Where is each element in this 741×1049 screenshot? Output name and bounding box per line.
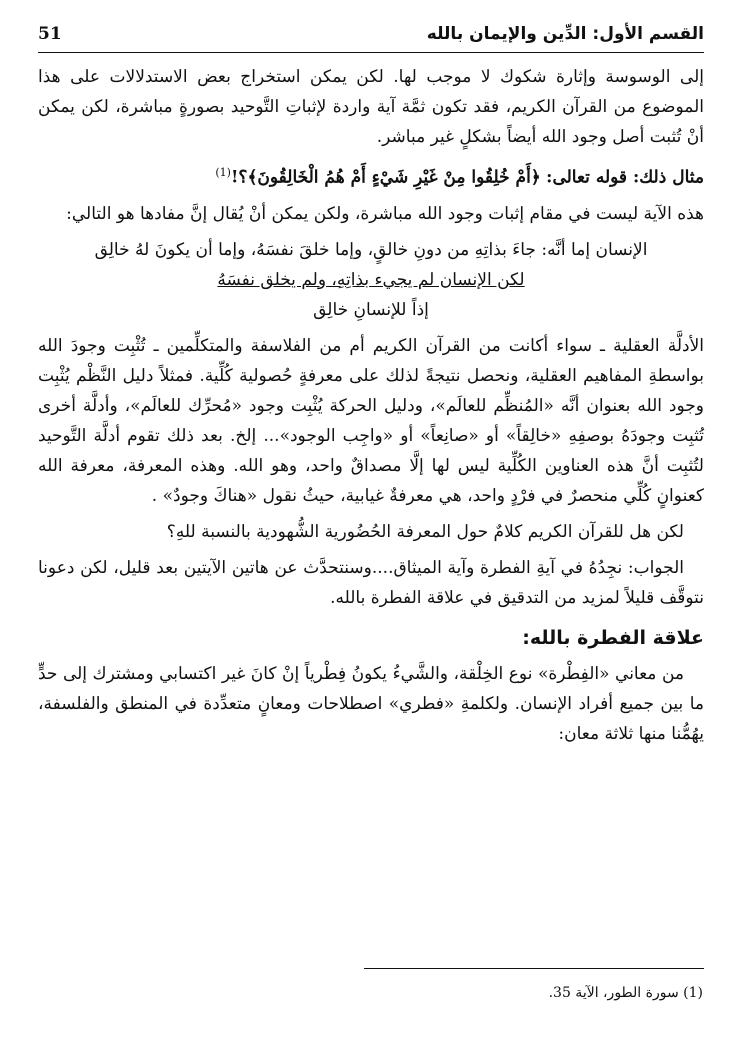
- logic-line-1: الإنسان إما أنَّه: جاءَ بذاتِهِ من دونِ خالقٍ، وإما خلقَ نفسَهُ، وإما أن يكونَ لهُ خالِق: [94, 239, 648, 260]
- section-heading: علاقة الفطرة بالله:: [522, 626, 704, 649]
- example-paragraph: [38, 158, 704, 193]
- paragraph-4: لكن هل للقرآن الكريم كلامٌ حول المعرفة الحُضُورية الشُّهودية بالنسبة للهِ؟: [166, 521, 684, 542]
- running-header: [38, 22, 704, 52]
- page-body: [38, 62, 704, 749]
- paragraph-6: من معاني «الفِطْرة» نوع الخِلْقة، والشَّيءُ يكونُ فِطْرياً إنْ كانَ غير اكتسابي ومشترك إلى حدٍّ ما بين جميع أفراد الإنسان. ولكلمةِ «فطري» اصطلاحات ومعانٍ متعدِّدة في المنطق والفلسفة، يهُمُّنا منها ثلاثة معان:: [38, 663, 704, 744]
- quran-verse: ﴿أَمْ خُلِقُوا مِنْ غَيْرِ شَيْءٍ أَمْ هُمُ الْخَالِقُونَ﴾؟!: [230, 167, 541, 188]
- paragraph-3: الأدلَّة العقلية ـ سواء أكانت من القرآن الكريم أم من الفلاسفة والمتكلِّمين ـ تُثْبِت وجودَ الله بواسطةِ المفاهيم العقلية، ونحصل نتيجةً لذلك على معرفةٍ حُصولية كُلِّية. فمثلاً دليل النَّظْم يُثْبِت وجود الله بعنوان أنَّه «المُنظِّم للعالَم»، ودليل الحركة يُثْبِت وجود «مُحرِّك للعالَم»، وأدلَّة أخرى تُثبِت وجودَهُ بوصفِهِ «خالِقاً» أو «صانِعاً» أو «واجِب الوجود»... إلخ. بعد ذلك تقوم أدلَّة التَّوحيد لتُثبِت أنَّ هذه العناوين الكُلِّية ليس لها إلَّا مصداقٌ واحد، وهو الله. وهذه المعرفة، معرفة الله كعنوانٍ كُلِّي منحصرٌ في فرْدٍ واحد، هي معرفةٌ غيابية، حيثُ نقول «هناكَ وجودٌ» .: [38, 335, 704, 506]
- footnote: (1) سورة الطور، الآية 35.: [548, 985, 703, 1001]
- logic-line-2-text: لكن الإنسان لم يجيء بذاتِهِ، ولم يخلق نفسَهُ: [217, 269, 525, 290]
- logic-line-2: [38, 265, 704, 295]
- header-divider: [38, 52, 704, 53]
- logic-line-3: إذاً للإنسانِ خالِق: [313, 299, 429, 320]
- footnote-ref: (1): [215, 166, 231, 179]
- paragraph-2: هذه الآية ليست في مقام إثبات وجود الله مباشرة، ولكن يمكن أنْ يُقال إنَّ مفادها هو التالي:: [66, 203, 704, 224]
- paragraph-5: الجواب: نجِدُهُ في آيةِ الفطرة وآية الميثاق....وسنتحدَّث عن هاتين الآيتين بعد قليل، لكن دعونا نتوقَّف قليلاً لمزيد من التدقيق في علاقة الفطرة بالله.: [38, 557, 704, 608]
- page-number: 51: [38, 24, 62, 44]
- footnote-divider: [364, 968, 704, 969]
- example-lead: مثال ذلك: قوله تعالى:: [546, 167, 704, 188]
- paragraph-1: إلى الوسوسة وإثارة شكوك لا موجب لها. لكن يمكن استخراج بعض الاستدلالات على هذا الموضوع من القرآن الكريم، فقد تكون ثمَّة آية واردة لإثباتِ التَّوحيد بصورةٍ مباشرة، لكن يمكن أنْ تُثبت أصل وجود الله أيضاً بشكلٍ غير مباشر.: [38, 67, 704, 147]
- header-title: القسم الأول: الدِّين والإيمان بالله: [426, 24, 704, 44]
